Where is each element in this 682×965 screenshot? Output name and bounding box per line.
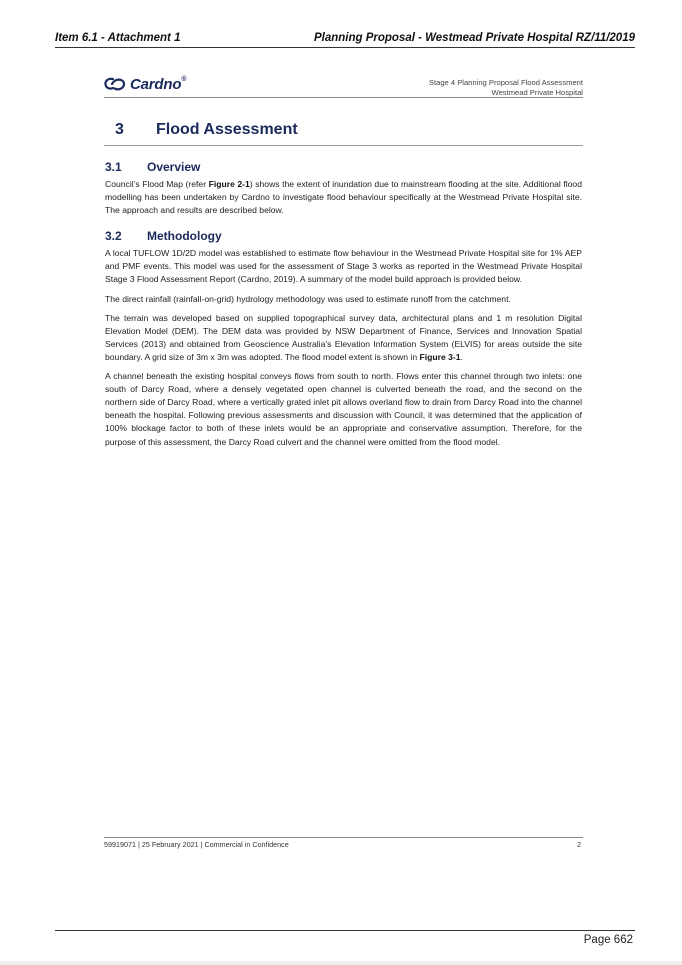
attachment-label: Item 6.1 - Attachment 1 (55, 32, 181, 44)
report-footer (104, 837, 583, 849)
attachment-header (55, 32, 635, 48)
report-subtitle: Westmead Private Hospital (491, 87, 583, 97)
report-page-number: 2 (577, 840, 581, 849)
cardno-logo (104, 75, 186, 93)
figure-reference: Figure 3-1 (419, 351, 461, 362)
document-reference: 59919071 | 25 February 2021 | Commercial in Confidence (104, 840, 289, 849)
subsection-heading-overview (105, 158, 582, 176)
paragraph: The terrain was developed based on supplied topographical survey data, architectural plans and 1 m resolution Digital Elevation Model (DEM). The DEM data was provided by NSW Department of Finance, Services and Innovation Spatial Services (2013) and obtained from Geoscience Australia’s Elevation Information System (ELVIS) for areas outside the site boundary. A grid size of 3m x 3m was adopted. The flood model extent is shown in Figure 3-1. (105, 312, 582, 362)
proposal-title: Planning Proposal - Westmead Private Hospital RZ/11/2019 (313, 32, 635, 44)
report-meta (429, 78, 583, 97)
subsection-number: 3.1 (105, 160, 122, 174)
section-title: Flood Assessment (156, 121, 298, 138)
content-body (105, 158, 582, 455)
paragraph: A channel beneath the existing hospital conveys flows from south to north. Flows enter this channel through two inlets: one south of Darcy Road, where a densely vegetated open channel is culverted beneath the road, and the second on the northern side of Darcy Road, where a vertically grated inlet pit allows overland flow to drain from Darcy Road into the channel beneath the hospital. Following previous assessments and discussion with Council, it was determined that the application of 100% blockage factor to both of these inlets would be an appropriate and conservative assumption. Therefore, for the purpose of this assessment, the Darcy Road culvert and the channel were omitted from the flood model. (105, 371, 582, 447)
figure-reference: Figure 2-1 (208, 179, 250, 189)
paragraph: Council’s Flood Map (refer Figure 2-1) shows the extent of inundation due to mainstream flooding at the site. Additional flood modelling has been undertaken by Cardno to investigate flood behaviour specifically at the Westmead Private Hospital site. The approach and results are described below. (105, 179, 582, 216)
page-edge (0, 961, 682, 965)
section-number: 3 (115, 121, 124, 138)
page-footer (55, 930, 635, 948)
paragraph: The direct rainfall (rainfall-on-grid) hydrology methodology was used to estimate runoff from the catchment. (105, 293, 511, 304)
section-heading (104, 120, 583, 146)
subsection-heading-methodology (105, 227, 582, 245)
report-title: Stage 4 Planning Proposal Flood Assessment (428, 78, 583, 87)
cardno-swoosh-icon (104, 77, 126, 91)
subsection-title: Methodology (147, 229, 222, 244)
paragraph: A local TUFLOW 1D/2D model was established to estimate flow behaviour in the Westmead Private Hospital site for 1% AEP and PMF events. This model was used for the assessment of Stage 3 works as reported in the Westmead Private Hospital Stage 3 Flood Assessment Report (Cardno, 2019). A summary of the model build approach is provided below. (105, 248, 582, 285)
subsection-title: Overview (147, 160, 201, 174)
logo-wordmark: Cardno® (130, 75, 187, 93)
page-number: Page 662 (583, 934, 633, 946)
report-header (104, 74, 583, 98)
subsection-number: 3.2 (105, 229, 122, 244)
